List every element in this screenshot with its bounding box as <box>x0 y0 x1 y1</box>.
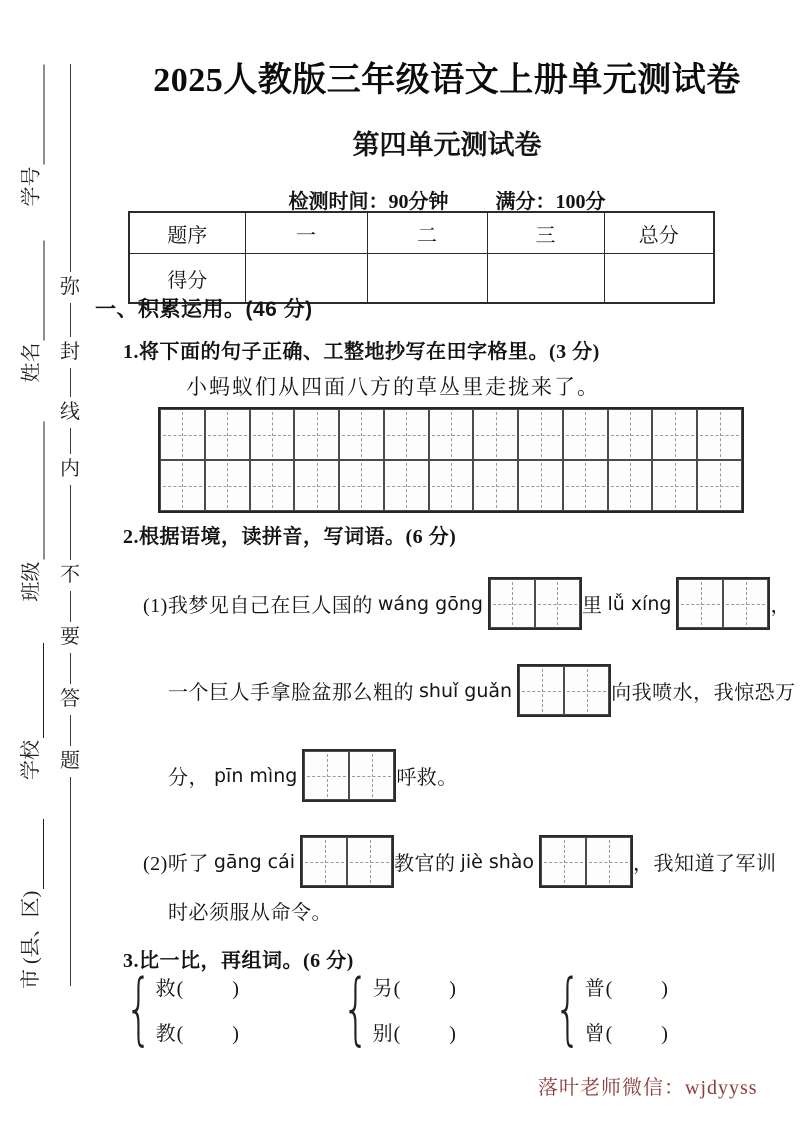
question-2-prompt: 2.根据语境，读拼音，写词语。(6 分) <box>123 526 457 548</box>
q3-word-group-1 <box>125 963 240 1054</box>
q2-l4-text: 教官的 <box>394 853 456 875</box>
answer-cell <box>586 837 631 886</box>
footer-credit: 落叶老师微信：wjdyyss <box>538 1077 758 1099</box>
answer-box <box>517 664 611 717</box>
q2-l1-pinyin-1: wáng gōng <box>377 592 483 615</box>
score-table-header-cell: 二 <box>367 212 487 254</box>
tianzige-cell <box>563 409 608 460</box>
q2-l4-text: ，我知道了军训 <box>633 853 777 875</box>
answer-cell <box>349 751 394 800</box>
q3-blank-parens: ( ) <box>176 1023 240 1045</box>
q2-l1-pinyin-2: lǚ xíng <box>607 592 672 615</box>
brace-glyph: { <box>125 963 153 1054</box>
score-table-header-row <box>129 212 714 254</box>
question-2-line-5 <box>168 896 332 925</box>
tianzige-cell <box>652 460 697 511</box>
tianzige-cell <box>652 409 697 460</box>
q2-l4-text: (2)听了 <box>143 853 209 875</box>
tianzige-cell <box>294 460 339 511</box>
brace-glyph: { <box>554 963 582 1054</box>
q3-blank-parens: ( ) <box>605 1023 669 1045</box>
answer-cell <box>564 666 609 715</box>
student-id-field <box>19 62 45 207</box>
answer-cell <box>302 837 347 886</box>
q3-word-group-3 <box>554 963 669 1054</box>
tianzige-cell <box>429 460 474 511</box>
q2-l2-text: 一个巨人手拿脸盆那么粗的 <box>168 682 414 704</box>
seal-line-char: 封 <box>57 337 83 368</box>
answer-cell <box>519 666 564 715</box>
q3-char: 别 <box>372 1023 394 1045</box>
score-table-header-cell: 总分 <box>604 212 714 254</box>
answer-box <box>539 835 633 888</box>
school-blank-line <box>25 643 44 738</box>
tianzige-cell <box>429 409 474 460</box>
city-county-field <box>18 819 44 989</box>
tianzige-cell <box>384 409 429 460</box>
seal-line-char: 线 <box>57 397 83 428</box>
question-2-line-2 <box>168 664 796 717</box>
answer-cell <box>490 579 535 628</box>
score-table-header-cell: 题序 <box>129 212 245 254</box>
q3-blank-parens: ( ) <box>393 1023 457 1045</box>
paper-title: 2025人教版三年级语文上册单元测试卷 <box>153 62 741 99</box>
seal-line-char: 内 <box>57 454 83 485</box>
school-label: 学校 <box>20 740 42 780</box>
city-county-label: 市 (县、区) <box>20 890 42 989</box>
answer-cell <box>304 751 349 800</box>
tianzige-cell <box>518 409 563 460</box>
q2-l3-text: 呼救。 <box>396 767 458 789</box>
q2-l2-pinyin: shuǐ guǎn <box>419 679 513 702</box>
seal-line-char: 题 <box>57 746 83 777</box>
q2-l5-text: 时必须服从命令。 <box>168 902 332 924</box>
tianzige-cell <box>384 460 429 511</box>
question-1-sentence: 小蚂蚁们从四面八方的草丛里走拢来了。 <box>186 375 600 399</box>
answer-box <box>488 577 582 630</box>
exam-meta <box>110 185 784 214</box>
answer-cell <box>535 579 580 628</box>
tianzige-cell <box>294 409 339 460</box>
question-1-prompt: 1.将下面的句子正确、工整地抄写在田字格里。(3 分) <box>123 341 600 363</box>
tianzige-cell <box>608 409 653 460</box>
tianzige-cell <box>205 409 250 460</box>
score-table-header-cell: 三 <box>487 212 604 254</box>
tianzige-cell <box>563 460 608 511</box>
score-row-label: 得分 <box>129 254 245 304</box>
answer-box <box>300 835 394 888</box>
q2-l2-text: 向我喷水，我惊恐万 <box>611 682 796 704</box>
tianzige-cell <box>160 409 205 460</box>
tianzige-cell <box>160 460 205 511</box>
q3-blank-parens: ( ) <box>176 978 240 1000</box>
q2-l4-pinyin-1: gāng cái <box>213 850 296 873</box>
unit-title: 第四单元测试卷 <box>352 130 542 160</box>
score-cell-empty <box>367 254 487 304</box>
tianzige-cell <box>205 460 250 511</box>
tianzige-cell <box>697 460 742 511</box>
class-field <box>19 417 45 602</box>
seal-line <box>57 64 83 986</box>
answer-cell <box>723 579 768 628</box>
q2-l3-text: 分， <box>168 767 209 789</box>
question-2-line-3 <box>168 749 458 802</box>
section-one-heading: 一、积累运用。(46 分) <box>95 298 313 321</box>
seal-line-char: 要 <box>57 622 83 653</box>
answer-cell <box>678 579 723 628</box>
score-cell-empty <box>487 254 604 304</box>
tianzige-cell <box>339 460 384 511</box>
brace-glyph: { <box>342 963 370 1054</box>
tianzige-cell <box>608 460 653 511</box>
name-label: 姓名 <box>20 342 43 383</box>
q3-blank-parens: ( ) <box>605 978 669 1000</box>
score-table <box>128 211 715 304</box>
seal-line-char: 答 <box>57 684 83 715</box>
q2-l4-pinyin-2: jiè shào <box>460 850 535 873</box>
student-id-blank-line <box>26 65 45 165</box>
q3-word-group-2 <box>342 963 457 1054</box>
tianzige-cell <box>250 460 295 511</box>
answer-box <box>676 577 770 630</box>
q2-l1-text: (1)我梦见自己在巨人国的 <box>143 595 373 617</box>
student-id-label: 学号 <box>20 166 43 207</box>
q3-blank-parens: ( ) <box>393 978 457 1000</box>
exam-total-score: 满分：100分 <box>495 191 606 213</box>
question-2-line-4 <box>143 835 777 888</box>
tianzige-cell <box>473 409 518 460</box>
q2-l1-text: ， <box>770 595 791 617</box>
score-table-header-cell: 一 <box>245 212 367 254</box>
class-label: 班级 <box>20 561 43 602</box>
tianzige-cell <box>518 460 563 511</box>
seal-line-char: 不 <box>57 560 83 591</box>
q3-char: 教 <box>155 1023 177 1045</box>
seal-line-char: 弥 <box>57 272 83 303</box>
answer-box <box>302 749 396 802</box>
q3-char: 曾 <box>584 1023 606 1045</box>
copy-grid <box>158 407 744 513</box>
answer-cell <box>541 837 586 886</box>
answer-cell <box>347 837 392 886</box>
name-field <box>19 238 45 383</box>
tianzige-cell <box>339 409 384 460</box>
q2-l3-pinyin: pīn mìng <box>214 764 298 787</box>
q3-char: 救 <box>155 978 177 1000</box>
score-cell-empty <box>604 254 714 304</box>
question-2-line-1 <box>143 577 791 630</box>
q3-char: 普 <box>584 978 606 1000</box>
question-3-prompt: 3.比一比，再组词。(6 分) <box>123 950 354 972</box>
tianzige-cell <box>250 409 295 460</box>
exam-time: 检测时间：90分钟 <box>288 191 449 213</box>
name-blank-line <box>26 241 45 341</box>
city-county-blank-line <box>25 819 44 889</box>
q3-char: 另 <box>372 978 394 1000</box>
tianzige-cell <box>473 460 518 511</box>
tianzige-cell <box>697 409 742 460</box>
school-field <box>18 640 44 780</box>
class-blank-line <box>26 422 45 560</box>
q2-l1-text: 里 <box>581 595 603 617</box>
